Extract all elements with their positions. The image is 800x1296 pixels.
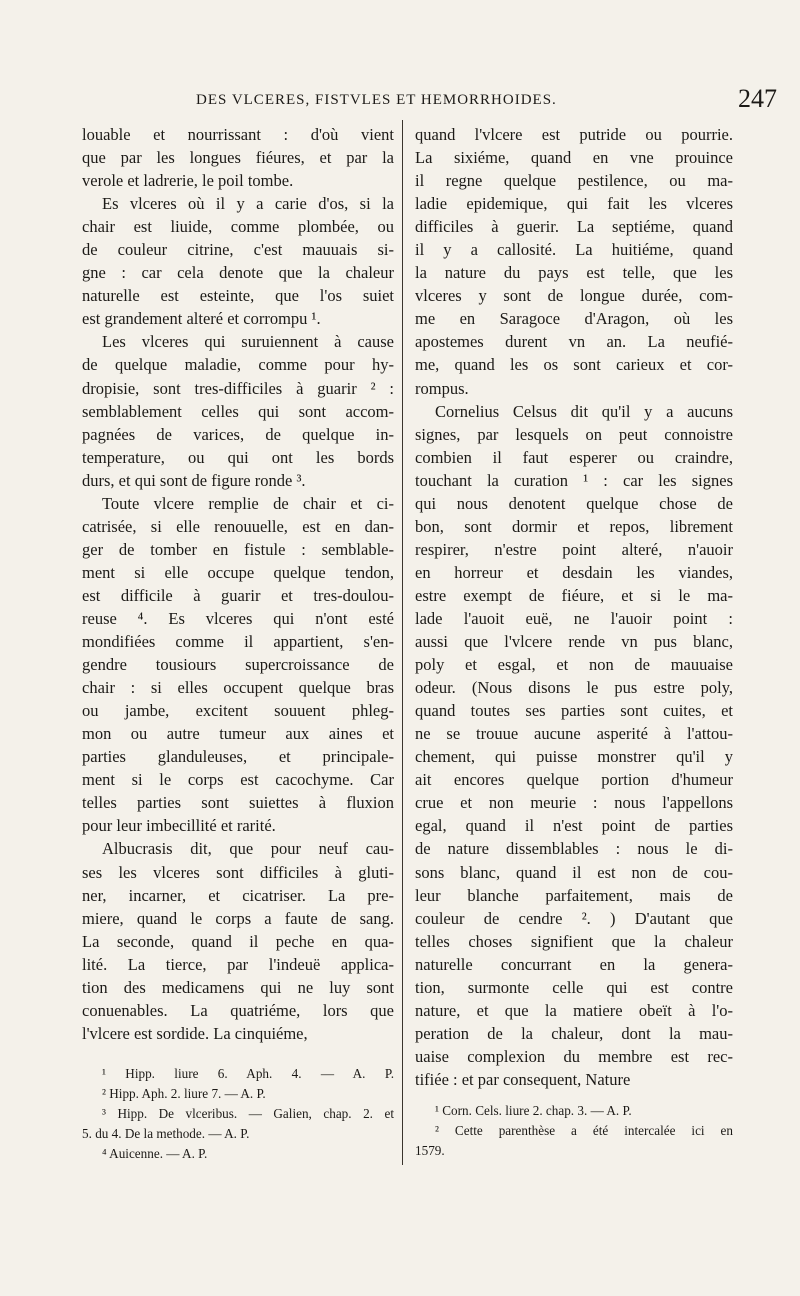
right-column-line: il regne quelque pestilence, ou ma- bbox=[415, 171, 733, 191]
left-column-line: parties glanduleuses, et principale- bbox=[82, 747, 394, 767]
left-column-line: temperature, ou qui ont les bords bbox=[82, 447, 394, 467]
left-column-line: l'vlcere est sordide. La cinquiéme, bbox=[82, 1023, 308, 1043]
right-column-line: de nature dissemblables : nous le di- bbox=[415, 839, 733, 859]
footnotes-right-line: ¹ Corn. Cels. liure 2. chap. 3. — A. P. bbox=[435, 1103, 632, 1118]
running-title: DES VLCERES, FISTVLES ET HEMORRHOIDES. bbox=[196, 92, 557, 108]
right-column-line: egal, quand il n'est point de parties bbox=[415, 816, 733, 836]
footnotes-left-line: ² Hipp. Aph. 2. liure 7. — A. P. bbox=[102, 1086, 266, 1101]
left-column-line: gne : car cela denote que la chaleur bbox=[82, 263, 394, 283]
left-column-line: pagnées de varices, de quelque in- bbox=[82, 424, 394, 444]
right-column-line: crue et non meurie : nous l'appellons bbox=[415, 793, 733, 813]
right-column-line: ladie epidemique, qui fait les vlceres bbox=[415, 194, 733, 214]
page-number: 247 bbox=[738, 84, 777, 113]
right-column-line: La sixiéme, quand en vne prouince bbox=[415, 148, 733, 168]
left-column-line: mon ou autre tumeur aux aines et bbox=[82, 724, 394, 744]
right-column-line: ne se trouue aucune asperité à l'attou- bbox=[415, 724, 733, 744]
right-column-line: touchant la curation ¹ : car les signes bbox=[415, 470, 733, 490]
left-column-line: conuenables. La quatriéme, lors que bbox=[82, 1000, 394, 1020]
right-column-line: ait encores quelque portion d'humeur bbox=[415, 770, 733, 790]
right-column-line: me en Saragoce d'Aragon, où les bbox=[415, 309, 733, 329]
left-column-line: de quelque maladie, comme pour hy- bbox=[82, 355, 394, 375]
left-column-line: miere, quand le corps a faute de sang. bbox=[82, 908, 394, 928]
left-column-line: naturelle est esteinte, que l'os suiet bbox=[82, 286, 394, 306]
left-column-line: de couleur citrine, c'est mauuais si- bbox=[82, 240, 394, 260]
left-column-line: ment si elle occupe quelque tendon, bbox=[82, 562, 394, 582]
right-column-line: quand l'vlcere est putride ou pourrie. bbox=[415, 125, 733, 144]
footnotes-right bbox=[415, 1101, 733, 1161]
left-column-line: La seconde, quand il peche en qua- bbox=[82, 931, 394, 951]
footnotes-left-line: ³ Hipp. De vlceribus. — Galien, chap. 2. et bbox=[102, 1106, 394, 1121]
left-column bbox=[82, 123, 394, 1045]
left-column-line: chair est liuide, comme plombée, ou bbox=[82, 217, 394, 237]
left-column-line: tion des medicamens qui ne luy sont bbox=[82, 977, 394, 997]
right-column-line: peration de la chaleur, dont la mau- bbox=[415, 1023, 733, 1043]
left-column-line: reuse ⁴. Es vlceres qui n'ont esté bbox=[82, 608, 394, 628]
right-column-line: qui nous denotent quelque chose de bbox=[415, 493, 733, 513]
left-column-line: catrisée, si elle renouuelle, est en dan- bbox=[82, 516, 394, 536]
right-column-line: rompus. bbox=[415, 378, 469, 398]
left-column-line: Les vlceres qui suruiennent à cause bbox=[102, 332, 394, 352]
left-column-line: Albucrasis dit, que pour neuf cau- bbox=[102, 839, 394, 859]
left-column-line: est grandement alteré et corrompu ¹. bbox=[82, 309, 321, 329]
left-column-line: ment si le corps est cacochyme. Car bbox=[82, 770, 394, 790]
left-column-line: chair : si elles occupent quelque bras bbox=[82, 678, 394, 698]
right-column-line: poly et esgal, et non de mauuaise bbox=[415, 655, 733, 675]
left-column-line: gendre tousiours supercroissance de bbox=[82, 655, 394, 675]
left-column-line: verole et ladrerie, le poil tombe. bbox=[82, 171, 294, 191]
right-column-line: estre exempt de fiéure, et si le ma- bbox=[415, 585, 733, 605]
footnotes-right-line: 1579. bbox=[415, 1143, 445, 1158]
footnotes-left-line: 5. du 4. De la methode. — A. P. bbox=[82, 1126, 250, 1141]
left-column-line: ger de tomber en fistule : semblable- bbox=[82, 539, 394, 559]
right-column-line: uaise complexion du membre est rec- bbox=[415, 1046, 733, 1066]
left-column-line: pour leur imbecillité et rarité. bbox=[82, 816, 276, 836]
footnotes-left-line: ⁴ Auicenne. — A. P. bbox=[102, 1146, 208, 1161]
right-column-line: couleur de cendre ². ) D'autant que bbox=[415, 908, 733, 928]
right-column-line: leur blanche parfaitement, mais de bbox=[415, 885, 733, 905]
left-column-line: que par les longues fiéures, et par la bbox=[82, 148, 394, 168]
right-column-line: lade l'auoit euë, ne l'auoir point : bbox=[415, 608, 733, 628]
right-column-line: combien il faut esperer ou craindre, bbox=[415, 447, 733, 467]
right-column-line: tifiée : et par consequent, Nature bbox=[415, 1069, 631, 1089]
footnotes-right-line: ² Cette parenthèse a été intercalée ici en bbox=[435, 1123, 733, 1138]
right-column-line: nature, et que la matiere obeït à l'o- bbox=[415, 1000, 733, 1020]
left-column-line: ses les vlceres sont difficiles à gluti- bbox=[82, 862, 394, 882]
left-column-line: ner, incarner, et cicatriser. La pre- bbox=[82, 885, 394, 905]
right-column bbox=[415, 123, 733, 1091]
left-column-line: ou jambe, excitent souuent phleg- bbox=[82, 701, 394, 721]
left-column-line: semblablement celles qui sont accom- bbox=[82, 401, 394, 421]
right-column-line: signes, par lesquels on peut connoistre bbox=[415, 424, 733, 444]
left-column-line: louable et nourrissant : d'où vient bbox=[82, 125, 394, 144]
right-column-line: chement, qui puisse monstrer qu'il y bbox=[415, 747, 733, 767]
right-column-line: en horreur et desdain les viandes, bbox=[415, 562, 733, 582]
left-column-line: Es vlceres où il y a carie d'os, si la bbox=[102, 194, 394, 214]
right-column-line: respirer, n'estre point alteré, n'auoir bbox=[415, 539, 733, 559]
footnotes-left bbox=[82, 1064, 394, 1164]
column-divider bbox=[402, 120, 403, 1165]
left-column-line: Toute vlcere remplie de chair et ci- bbox=[102, 493, 394, 513]
right-column-line: quand toutes ses parties sont cuites, et bbox=[415, 701, 733, 721]
left-column-line: lité. La tierce, par l'indeuë applica- bbox=[82, 954, 394, 974]
right-column-line: la nature du pays est telle, que les bbox=[415, 263, 733, 283]
right-column-line: apostemes durent vn an. La neufié- bbox=[415, 332, 733, 352]
right-column-line: il y a callosité. La huitiéme, quand bbox=[415, 240, 733, 260]
right-column-line: tion, surmonte celle qui est contre bbox=[415, 977, 733, 997]
right-column-line: naturelle concurrant en la genera- bbox=[415, 954, 733, 974]
right-column-line: sons blanc, quand il est non de cou- bbox=[415, 862, 733, 882]
right-column-line: odeur. (Nous disons le pus estre poly, bbox=[415, 678, 733, 698]
right-column-line: bon, sont dormir et repos, librement bbox=[415, 516, 733, 536]
right-column-line: telles choses signifient que la chaleur bbox=[415, 931, 733, 951]
footnotes-left-line: ¹ Hipp. liure 6. Aph. 4. — A. P. bbox=[102, 1066, 394, 1081]
right-column-line: vlceres y sont de longue durée, com- bbox=[415, 286, 733, 306]
right-column-line: difficiles à guerir. La septiéme, quand bbox=[415, 217, 733, 237]
left-column-line: durs, et qui sont de figure ronde ³. bbox=[82, 470, 306, 490]
right-column-line: me, quand les os sont carieux et cor- bbox=[415, 355, 733, 375]
left-column-line: dropisie, sont tres-difficiles à guarir ² : bbox=[82, 378, 394, 398]
right-column-line: aussi que l'vlcere rende vn pus blanc, bbox=[415, 632, 733, 652]
left-column-line: est difficile à guarir et tres-doulou- bbox=[82, 585, 394, 605]
right-column-line: Cornelius Celsus dit qu'il y a aucuns bbox=[435, 401, 733, 421]
left-column-line: mondifiées comme il appartient, s'en- bbox=[82, 632, 394, 652]
left-column-line: telles parties sont suiettes à fluxion bbox=[82, 793, 394, 813]
